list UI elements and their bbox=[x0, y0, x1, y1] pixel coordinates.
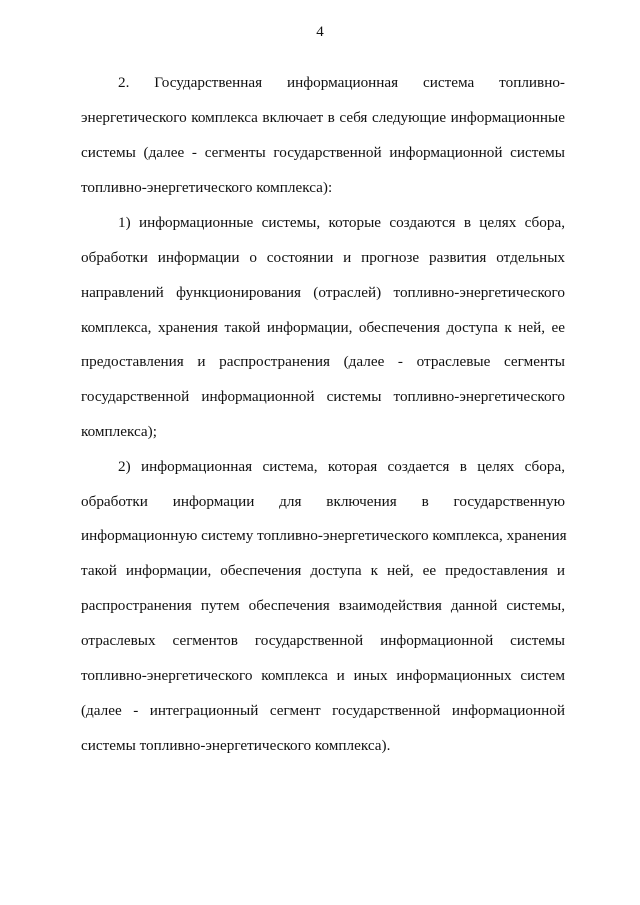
paragraph-3-line-2: обработки информации для включения в государственную bbox=[81, 493, 565, 510]
paragraph-2-line-6: государственной информационной системы топливно-энергетического bbox=[81, 388, 565, 405]
paragraph-3-line-7: топливно-энергетического комплекса и иных информационных систем bbox=[81, 667, 565, 684]
paragraph-1-line-1: 2. Государственная информационная система топливно- bbox=[118, 74, 565, 91]
paragraph-3-line-9: системы топливно-энергетического комплекса). bbox=[81, 737, 391, 754]
paragraph-2-line-7: комплекса); bbox=[81, 423, 157, 440]
paragraph-3-line-8: (далее - интеграционный сегмент государственной информационной bbox=[81, 702, 565, 719]
page-number: 4 bbox=[316, 24, 324, 40]
paragraph-3-line-4: такой информации, обеспечения доступа к ней, ее предоставления и bbox=[81, 562, 565, 579]
paragraph-2-line-2: обработки информации о состоянии и прогнозе развития отдельных bbox=[81, 249, 565, 266]
paragraph-3-line-3: информационную систему топливно-энергетического комплекса, хранения bbox=[81, 527, 567, 544]
paragraph-1-line-3: системы (далее - сегменты государственной информационной системы bbox=[81, 144, 565, 161]
paragraph-2-line-4: комплекса, хранения такой информации, обеспечения доступа к ней, ее bbox=[81, 319, 565, 336]
paragraph-1-line-2: энергетического комплекса включает в себя следующие информационные bbox=[81, 109, 565, 126]
paragraph-2-line-5: предоставления и распространения (далее - отраслевые сегменты bbox=[81, 353, 565, 370]
paragraph-3-line-1: 2) информационная система, которая создается в целях сбора, bbox=[118, 458, 565, 475]
paragraph-3-line-5: распространения путем обеспечения взаимодействия данной системы, bbox=[81, 597, 565, 614]
paragraph-1-line-4: топливно-энергетического комплекса): bbox=[81, 179, 333, 196]
paragraph-2-line-1: 1) информационные системы, которые создаются в целях сбора, bbox=[118, 214, 565, 231]
paragraph-3-line-6: отраслевых сегментов государственной информационной системы bbox=[81, 632, 565, 649]
paragraph-2-line-3: направлений функционирования (отраслей) топливно-энергетического bbox=[81, 284, 565, 301]
